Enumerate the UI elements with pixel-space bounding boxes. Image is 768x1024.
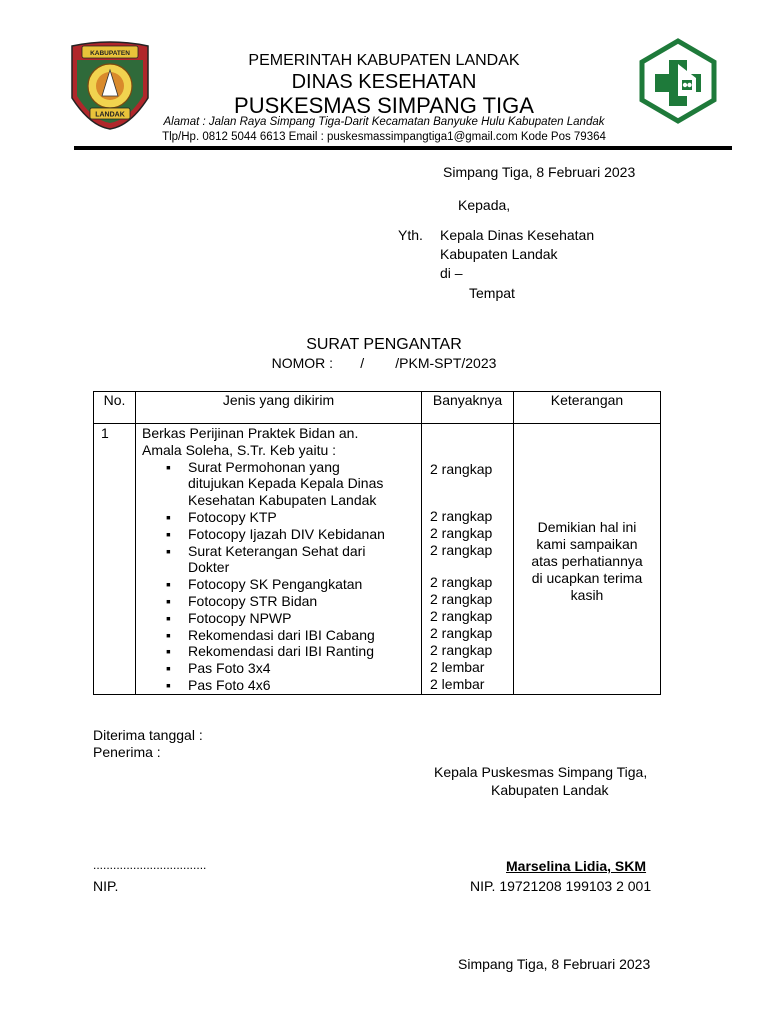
signature-region: Kabupaten Landak xyxy=(491,782,609,798)
list-item-text: Surat Keterangan Sehat dari xyxy=(188,542,366,559)
receiver-label: Penerima : xyxy=(93,744,161,760)
keterangan-text xyxy=(514,513,660,604)
list-item-text: Dokter xyxy=(188,559,230,576)
intro-line-1: Berkas Perijinan Praktek Bidan an. xyxy=(142,425,359,441)
kepada-label: Kepada, xyxy=(458,197,511,213)
recipient-line-1: Kepala Dinas Kesehatan xyxy=(440,227,595,243)
table-row xyxy=(94,424,661,695)
intro-line-2: Amala Soleha, S.Tr. Keb yaitu : xyxy=(142,441,337,458)
banyaknya-value: 2 rangkap xyxy=(430,642,493,658)
signatory-name: Marselina Lidia, SKM xyxy=(506,858,647,874)
header-divider xyxy=(74,146,732,150)
item-list xyxy=(142,459,421,694)
letter-number: NOMOR : / /PKM-SPT/2023 xyxy=(271,355,497,371)
list-item-text: Pas Foto 4x6 xyxy=(188,676,271,693)
signatory-nip: NIP. 19721208 199103 2 001 xyxy=(470,878,652,894)
keterangan-line: Demikian hal ini xyxy=(537,519,637,536)
header-contact: Tlp/Hp. 0812 5044 6613 Email : puskesmassimpangtiga1@gmail.com Kode Pos 79364 xyxy=(162,131,606,143)
list-item xyxy=(142,610,421,627)
keterangan-line: kasih xyxy=(570,587,604,604)
items-table xyxy=(93,391,661,695)
banyaknya-value: 2 rangkap xyxy=(430,525,493,541)
list-item xyxy=(142,643,421,660)
list-item xyxy=(142,660,421,677)
banyaknya-value: 2 lembar xyxy=(430,659,485,675)
list-item xyxy=(142,677,421,694)
keterangan-line: kami sampaikan xyxy=(536,536,638,553)
list-item-text: Rekomendasi dari IBI Cabang xyxy=(188,626,375,643)
svg-text:LANDAK: LANDAK xyxy=(95,111,125,119)
list-item xyxy=(142,543,421,577)
list-item xyxy=(142,459,421,509)
bullet-icon: ▪ xyxy=(166,592,171,609)
keterangan-cell xyxy=(514,424,661,695)
bullet-icon: ▪ xyxy=(166,458,171,475)
svg-text:KABUPATEN: KABUPATEN xyxy=(90,50,130,57)
list-item-text: Rekomendasi dari IBI Ranting xyxy=(188,643,374,660)
header-jenis: Jenis yang dikirim xyxy=(136,392,422,424)
bullet-icon: ▪ xyxy=(166,525,171,542)
header-puskesmas: PUSKESMAS SIMPANG TIGA xyxy=(234,93,534,118)
list-item-text: Surat Permohonan yang xyxy=(188,458,340,475)
signature-title: Kepala Puskesmas Simpang Tiga, xyxy=(434,764,648,780)
recipient-line-2: Kabupaten Landak xyxy=(440,246,558,262)
header-government: PEMERINTAH KABUPATEN LANDAK xyxy=(248,52,520,69)
recipient-line-3: di – xyxy=(440,265,463,281)
receiver-signature-dots: .................................. xyxy=(93,858,207,872)
list-item-text: ditujukan Kepada Kepala Dinas xyxy=(188,475,384,492)
header-address: Alamat : Jalan Raya Simpang Tiga-Darit Kecamatan Banyuke Hulu Kabupaten Landak xyxy=(163,116,605,128)
table-header-row xyxy=(94,392,661,424)
letter-title: SURAT PENGANTAR xyxy=(306,336,462,353)
banyaknya-value: 2 rangkap xyxy=(430,608,493,624)
list-item-text: Kesehatan Kabupaten Landak xyxy=(188,492,377,509)
header-banyaknya: Banyaknya xyxy=(422,392,514,424)
list-item xyxy=(142,576,421,593)
header-keterangan: Keterangan xyxy=(514,392,661,424)
list-item xyxy=(142,627,421,644)
keterangan-line: di ucapkan terima xyxy=(531,570,643,587)
bullet-icon: ▪ xyxy=(166,542,171,559)
row-number: 1 xyxy=(94,424,136,695)
header-department: DINAS KESEHATAN xyxy=(291,71,477,93)
banyaknya-value: 2 rangkap xyxy=(430,574,493,590)
list-item xyxy=(142,509,421,526)
bullet-icon: ▪ xyxy=(166,576,171,593)
banyaknya-cell xyxy=(422,424,514,695)
yth-label: Yth. xyxy=(398,227,423,243)
bullet-icon: ▪ xyxy=(166,609,171,626)
list-item xyxy=(142,526,421,543)
recipient-line-4: Tempat xyxy=(469,285,515,301)
list-item-text: Fotocopy Ijazah DIV Kebidanan xyxy=(188,525,385,542)
keterangan-line: atas perhatiannya xyxy=(531,553,643,570)
header-no: No. xyxy=(94,392,136,424)
banyaknya-value: 2 rangkap xyxy=(430,542,493,558)
banyaknya-value: 2 rangkap xyxy=(430,591,493,607)
letter-date: Simpang Tiga, 8 Februari 2023 xyxy=(443,164,636,180)
jenis-cell xyxy=(136,424,422,695)
list-item-text: Fotocopy SK Pengangkatan xyxy=(188,576,363,593)
bullet-icon: ▪ xyxy=(166,676,171,693)
list-item xyxy=(142,593,421,610)
bullet-icon: ▪ xyxy=(166,643,171,660)
list-item-text: Fotocopy KTP xyxy=(188,508,277,525)
banyaknya-value: 2 rangkap xyxy=(430,625,493,641)
received-date-label: Diterima tanggal : xyxy=(93,727,203,743)
list-item-text: Fotocopy NPWP xyxy=(188,609,292,626)
bullet-icon: ▪ xyxy=(166,626,171,643)
banyaknya-value: 2 rangkap xyxy=(430,461,493,477)
bullet-icon: ▪ xyxy=(166,660,171,677)
receiver-nip: NIP. xyxy=(93,878,119,894)
list-item-text: Pas Foto 3x4 xyxy=(188,660,271,677)
list-item-text: Fotocopy STR Bidan xyxy=(188,592,318,609)
footer-date: Simpang Tiga, 8 Februari 2023 xyxy=(458,956,651,972)
banyaknya-value: 2 lembar xyxy=(430,676,485,692)
bullet-icon: ▪ xyxy=(166,508,171,525)
banyaknya-value: 2 rangkap xyxy=(430,508,493,524)
